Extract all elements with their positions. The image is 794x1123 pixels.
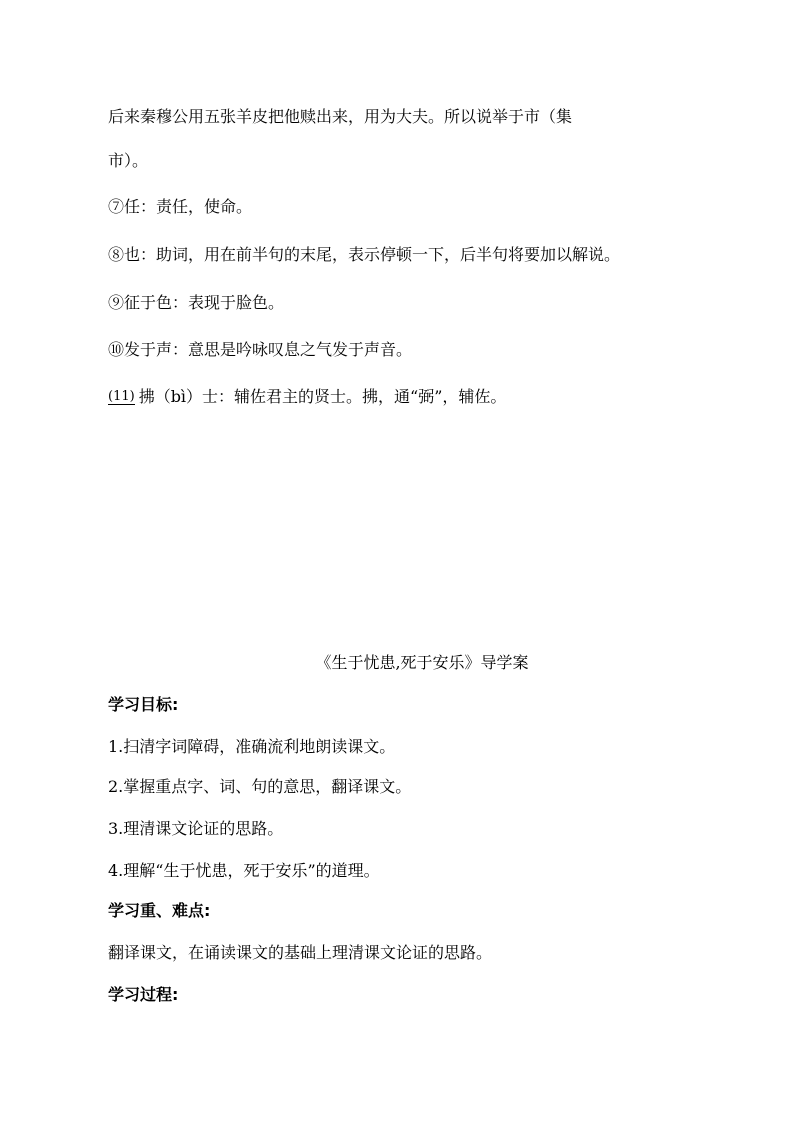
objective-item: 3.理清课文论证的思路。: [108, 819, 284, 838]
plan-title: 《生于忧患,死于安乐》导学案: [315, 653, 529, 672]
note-item-10: ⑩发于声：意思是吟咏叹息之气发于声音。: [108, 340, 413, 359]
objectives-heading: 学习目标:: [108, 695, 179, 714]
note-item-11-text: 拂（bì）士：辅佐君主的贤士。拂，通“弼”，辅佐。: [138, 387, 507, 406]
note-item-8: ⑧也：助词，用在前半句的末尾，表示停顿一下，后半句将要加以解说。: [108, 245, 621, 264]
note-item-9: ⑨征于色：表现于脸色。: [108, 293, 285, 312]
objective-item: 4.理解“生于忧患，死于安乐”的道理。: [108, 861, 380, 880]
note-item-11-marker: (11): [108, 389, 135, 404]
note-continuation-line-2: 市）。: [108, 151, 149, 170]
keypoints-heading: 学习重、难点:: [108, 901, 211, 920]
note-item-11: [108, 386, 506, 408]
objective-item: 1.扫清字词障碍，准确流利地朗读课文。: [108, 737, 396, 756]
keypoints-text: 翻译课文，在诵读课文的基础上理清课文论证的思路。: [108, 943, 493, 962]
note-item-7: ⑦任：责任，使命。: [108, 197, 253, 216]
objective-item: 2.掌握重点字、词、句的意思，翻译课文。: [108, 777, 412, 796]
process-heading: 学习过程:: [108, 985, 179, 1004]
note-continuation-line: 后来秦穆公用五张羊皮把他赎出来，用为大夫。所以说举于市（集: [108, 107, 573, 126]
